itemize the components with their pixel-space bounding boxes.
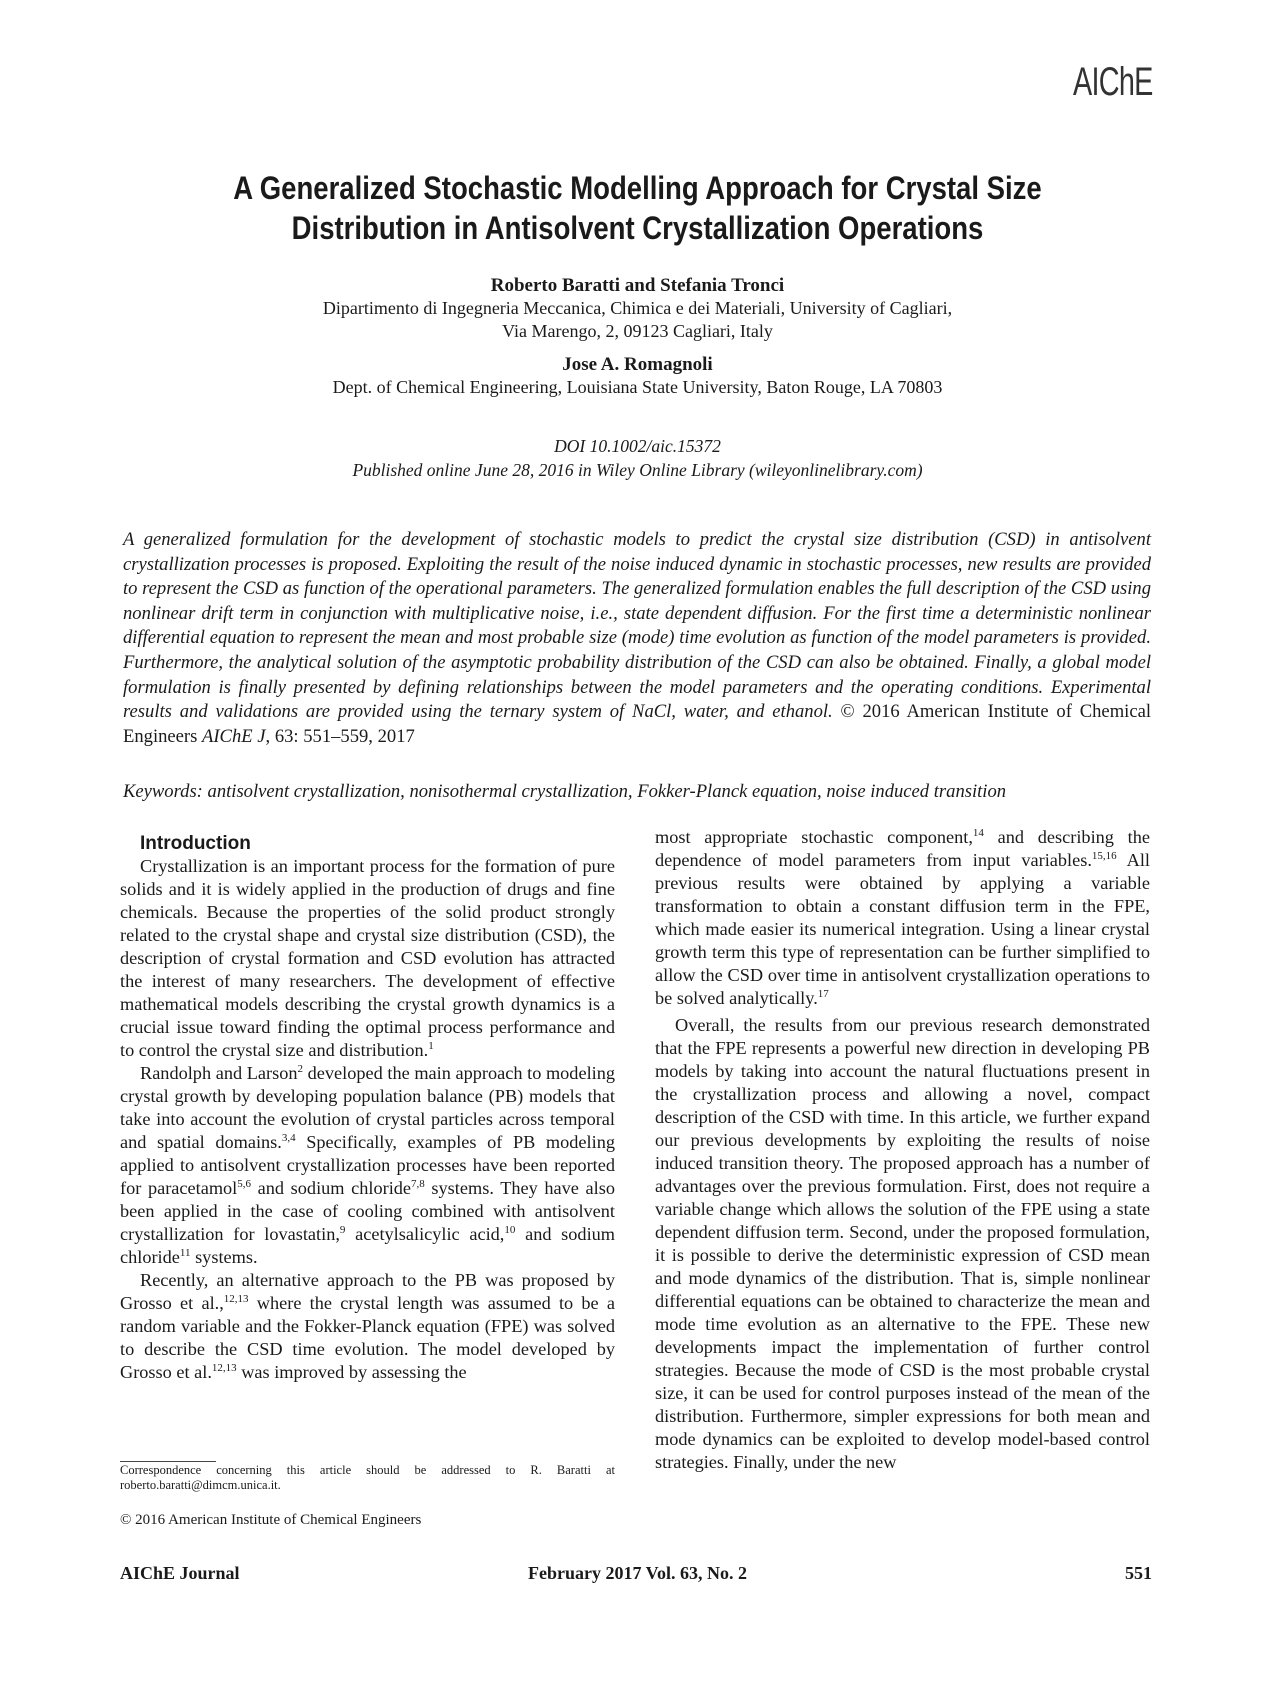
citation-ref: 14 <box>972 826 984 839</box>
paragraph <box>120 855 615 1062</box>
citation-ref: 12,13 <box>223 1292 249 1305</box>
affiliation-1-line-2: Via Marengo, 2, 09123 Cagliari, Italy <box>502 321 773 341</box>
citation-ref: 7,8 <box>411 1177 425 1190</box>
text: Recently, an alternative approach to the PB was proposed by Grosso et al., <box>120 1270 615 1313</box>
citation-ref: 2 <box>297 1062 303 1075</box>
text: systems. <box>190 1247 258 1267</box>
paragraph <box>120 1062 615 1269</box>
citation-ref: 5,6 <box>237 1177 252 1190</box>
citation-ref: 10 <box>504 1223 516 1236</box>
doi: DOI 10.1002/aic.15372 <box>554 436 721 456</box>
affiliation-1-line-1: Dipartimento di Ingegneria Meccanica, Chimica e dei Materiali, University of Cagliari, <box>322 298 953 318</box>
affiliation-1 <box>100 297 1175 343</box>
text: most appropriate stochastic component, <box>655 827 973 847</box>
abstract-copyright: © 2016 American Institute of Chemical Engineers <box>123 701 1151 747</box>
citation-ref: 9 <box>339 1223 346 1236</box>
text: Crystallization is an important process for the formation of pure solids and it is widely applied in the production of drugs and fine chemicals. Because the properties of the solid product strongly related to the crystal shape and crystal size distribution (CSD), the description of crystal formation and CSD evolution has attracted the interest of many researchers. The development of effective mathematical models describing the crystal growth dynamics is a crucial issue toward finding the optimal process performance and to control the crystal size and distribution. <box>120 856 615 1060</box>
text: systems. They have also been applied in the case of cooling combined with antisolvent crystallization for lovastatin, <box>120 1178 615 1244</box>
text: was improved by assessing the <box>236 1362 467 1382</box>
text: developed the main approach to modeling crystal growth by developing population balance (PB) models that take into account the evolution of crystal particles across temporal and spatial domains. <box>120 1063 616 1152</box>
copyright-line: © 2016 American Institute of Chemical Engineers <box>120 1512 422 1528</box>
text: All previous results were obtained by applying a variable transformation to obtain a constant diffusion term in the FPE, which made easier its numerical integration. Using a linear crystal growth term this type of representation can be further simplified to allow the CSD over time in antisolvent crystallization operations to be solved analytically. <box>655 850 1150 1008</box>
correspondence-footnote: Correspondence concerning this article should be addressed to R. Baratti at roberto.baratti@dimcm.unica.it. <box>120 1463 615 1492</box>
authors-group-2: Jose A. Romagnoli <box>562 354 713 375</box>
affiliation-2: Dept. of Chemical Engineering, Louisiana State University, Baton Rouge, LA 70803 <box>332 377 943 397</box>
text: and sodium chloride <box>120 1224 616 1267</box>
right-column <box>655 826 1150 1474</box>
keywords: Keywords: antisolvent crystallization, nonisothermal crystallization, Fokker-Planck equation, noise induced transition <box>123 781 1007 802</box>
article-title <box>100 168 1175 248</box>
text: and sodium chloride <box>251 1178 412 1198</box>
title-line-2: Distribution in Antisolvent Crystallization Operations <box>291 210 984 246</box>
citation-ref: 12,13 <box>211 1361 237 1374</box>
text: Randolph and Larson <box>140 1063 298 1083</box>
paragraph: Overall, the results from our previous research demonstrated that the FPE represents a powerful new direction in developing PB models by taking into account the natural fluctuations present in the crystallization process and allowing a novel, compact description of the CSD with time. In this article, we further expand our previous developments by exploiting the results of noise induced transition theory. The proposed approach has a number of advantages over the previous formulation. First, does not require a variable change which allows the solution of the FPE using a state dependent diffusion term. Second, under the proposed formulation, it is possible to derive the deterministic expression of CSD mean and mode dynamics of the distribution. That is, simple nonlinear differential equations can be obtained to characterize the mean and mode time evolution as an alternative to the FPE. These new developments impact the implementation of further control strategies. Because the mode of CSD is the most probable crystal size, it can be used for control purposes instead of the mean of the distribution. Furthermore, simpler expressions for both mean and mode dynamics can be exploited to develop model-based control strategies. Finally, under the new <box>655 1015 1150 1472</box>
citation-ref: 17 <box>817 987 829 1000</box>
footer-issue: February 2017 Vol. 63, No. 2 <box>527 1563 747 1583</box>
text: and describing the dependence of model parameters from input variables. <box>655 827 1150 870</box>
abstract-journal: AIChE J <box>202 725 266 747</box>
text: Specifically, examples of PB modeling applied to antisolvent crystallization processes have been reported for paracetamol <box>120 1132 615 1198</box>
title-line-1: A Generalized Stochastic Modelling Approach for Crystal Size <box>233 170 1042 206</box>
citation-ref: 11 <box>179 1246 191 1259</box>
abstract-text: A generalized formulation for the development of stochastic models to predict the crystal size distribution (CSD) in antisolvent crystallization processes is proposed. Exploiting the result of the noise induced dynamic in stochastic processes, new results are provided to represent the CSD as function of the operational parameters. The generalized formulation enables the full description of the CSD using nonlinear drift term in conjunction with multiplicative noise, i.e., state dependent diffusion. For the first time a deterministic nonlinear differential equation to represent the mean and most probable size (mode) time evolution as function of the model parameters is provided. Furthermore, the analytical solution of the asymptotic probability distribution of the CSD can also be obtained. Finally, a global model formulation is finally presented by defining relationships between the model parameters and the operating conditions. Experimental results and validations are provided using the ternary system of NaCl, water, and ethanol. <box>123 529 1151 723</box>
journal-logo: AIChE <box>1073 60 1153 104</box>
citation-ref: 3,4 <box>281 1131 296 1144</box>
paragraph <box>655 826 1150 1010</box>
publication-info: Published online June 28, 2016 in Wiley Online Library (wileyonlinelibrary.com) <box>352 460 923 480</box>
abstract-citation: , 63: 551–559, 2017 <box>265 725 415 747</box>
left-column <box>120 832 615 1384</box>
citation-ref: 15,16 <box>1091 849 1117 862</box>
page-number: 551 <box>1125 1563 1152 1583</box>
footnote-rule <box>120 1461 216 1462</box>
text: acetylsalicylic acid, <box>345 1224 505 1244</box>
authors-group-1: Roberto Baratti and Stefania Tronci <box>490 275 785 296</box>
paragraph <box>120 1269 615 1384</box>
text: where the crystal length was assumed to be a random variable and the Fokker-Planck equation (FPE) was solved to describe the CSD time evolution. The model developed by Grosso et al. <box>120 1293 616 1382</box>
footer-journal: AIChE Journal <box>120 1563 240 1583</box>
citation-ref: 1 <box>428 1039 434 1052</box>
abstract <box>123 528 1151 749</box>
section-heading-introduction: Introduction <box>140 833 251 854</box>
